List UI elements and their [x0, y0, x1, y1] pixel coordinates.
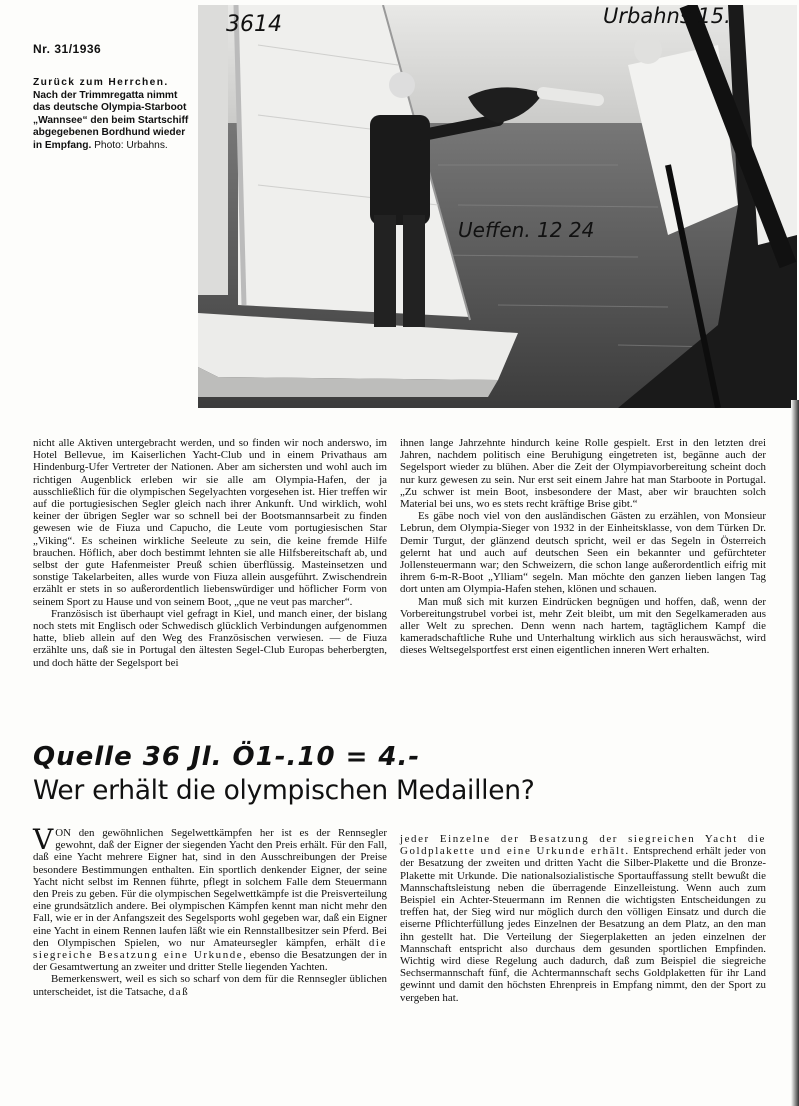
caption-body: Nach der Trimmregatta nimmt das deutsche Olympia-Starboot „Wannsee“ den beim Startschiff abgegebenen Bordhund wieder in Empfang. [33, 89, 189, 151]
paragraph: nicht alle Aktiven untergebracht werden, und so finden wir noch anderswo, im Hotel Bellevue, im Kaiserlichen Yacht-Club und in einem Privathaus am Hindenburg-Ufer Vertreter der Nationen. Aber am sichersten und wohl auch im richtigen Augenblick erleben wir sie alle am Olympia-Hafen, der ja ausschließlich für die olympischen Segelyachten vorgesehen ist. Hier treffen wir auf die portugiesischen Segler gleich nach ihrer Ankunft. Und wirklich, wohl keiner der übrigen Segler war so schnell bei der Bootsmannsarbeit zu finden gewesen wie de Fiuza und Capucho, die Leute vom portugiesischen Star „Viking“. Es scheinen wirkliche Seeleute zu sein, die keine fremde Hilfe brauchen. Höflich, aber doch bestimmt lehnten sie alle Hilfsbereitschaft ab, und selbst der gute Hafenmeister Preuß schien überflüssig. Masteinsetzen und sonstige Takelarbeiten, alles wurde von Fiuza allein ausgeführt. Zwischendrein erzählt er stets in so außerordentlich liebenswürdiger und höflicher Form von seinem Sport zu Hause und von seinem Boot, „que ne veut pas marcher“. [33, 437, 387, 608]
drop-cap: V [33, 823, 54, 856]
paragraph-text: Bemerkenswert, weil es sich so scharf von dem für die Rennsegler üblichen unterscheidet, ist die Tatsache, [33, 973, 387, 998]
paragraph-text: , ebenso die Besatzungen der in der Gesamtwertung an zweiter und dritter Stelle liegenden Yachten. [33, 949, 387, 974]
page-edge-shadow [791, 400, 799, 1106]
paragraph: Es gäbe noch viel von den ausländischen Gästen zu erzählen, von Monsieur Lebrun, dem Olympia-Sieger von 1932 in der Einheitsklasse, von dem Türken Dr. Demir Turgut, der glänzend deutsch spricht, weil er das Segeln in Österreich gelernt hat und auch auf deutschen Seen ein bekannter und gefürchteter Jollensteuermann war; den Schweizern, die schon lange außerordentlich eifrig mit ihrem 6-m-R-Boot „Ylliam“ segeln. Man möchte den ganzen lieben langen Tag dort unten am Olympia-Hafen stehen, klönen und schauen. [400, 510, 766, 596]
paragraph: Man muß sich mit kurzen Eindrücken begnügen und hoffen, daß, wenn der Vorbereitungstrubel vorbei ist, mehr Zeit bleibt, um mit den Segelkameraden aus aller Welt zu sprechen. Denn wenn nach hartem, tagtäglichem Kampf die kameradschaftliche Ruhe und Unterhaltung wirklich aus sich herauswächst, wird dieses Weltsegelsportfest erst einen eigentlichen inneren Wert erhalten. [400, 595, 766, 657]
caption-lead: Zurück zum Herrchen. [33, 77, 169, 88]
article-column-3 [33, 823, 387, 998]
emphasized-text: die siegreiche Besatzung eine Urkunde [33, 936, 387, 962]
paragraph: Französisch ist überhaupt viel gefragt in Kiel, und manch einer, der bislang noch stets mit Englisch oder Schwedisch glücklich Verbindungen aufgenommen hatte, blieb allein auf den Weg des Französischen verwiesen. — de Fiuza erzählte uns, daß sie in Portugal den ältesten Segel-Club Europas beherbergten, und doch hätte der Segelsport bei [33, 607, 387, 669]
paragraph-text: den gewöhnlichen Segelwettkämpfen her ist es der Rennsegler gewohnt, daß der Eigner der siegenden Yacht den Preis erhält. Für den Fall, daß eine Yacht mehrere Eigner hat, sind in den Ausschreibungen der Preise besondere Bestimmungen enthalten. Ein sportlich denkender Eigner, der seine Yacht nicht selbst im Rennen führte, pflegt in solchem Falle dem Steuermann den Preis zu geben. Für die olympischen Segelwettkämpfe ist die Preisverteilung eine grundsätzlich andere. Bei olympischen Kämpfen kennt man nicht mehr den Fall, wie er in der Anfangszeit des Segelsports wohl gegeben war, daß ein Eigner eine Yacht in einem Rennen laufen läßt wie ein Rennstallbesitzer sein Pferd. Bei den Olympischen Spielen, wo nur Amateursegler kämpfen, erhält [33, 827, 387, 949]
handwritten-annotation: Ueffen. 12 24 [458, 218, 595, 242]
section-headline: Wer erhält die olympischen Medaillen? [33, 775, 535, 806]
caption-credit: Photo: Urbahns. [94, 139, 168, 151]
sailing-photo [198, 5, 797, 408]
article-column-4 [400, 833, 766, 1004]
article-column-1 [33, 437, 387, 669]
paragraph [400, 833, 766, 1004]
handwritten-source-note: Quelle 36 Jl. Ö1-.10 = 4.- [33, 742, 421, 772]
paragraph-start: ON [55, 827, 71, 839]
issue-number: Nr. 31/1936 [33, 42, 102, 56]
emphasized-text: jeder Einzelne der Besatzung der siegreichen Yacht die Goldplakette und eine Urkunde erhält. [400, 833, 766, 858]
handwritten-photographer: Urbahns 15. [603, 4, 731, 28]
paragraph: ihnen lange Jahrzehnte hindurch keine Rolle gespielt. Erst in den letzten drei Jahren, nachdem politisch eine Beruhigung eingetreten ist, begänne auch der Segelsport wieder zu blühen. Aber die Zeit der Olympiavorbereitung scheint doch nur kurz gewesen zu sein. Nur erst seit einem Jahre hat man Starboote in Portugal. „Zu schwer ist mein Boot, insbesondere der Mast, aber wir brauchten solch Material bei uns, wo es stets recht kräftige Brise gibt.“ [400, 437, 766, 511]
paragraph [33, 823, 387, 974]
paragraph-text: Entsprechend erhält jeder von der Besatzung der zweiten und dritten Yacht die Silber-Plakette und die Bronze-Plakette mit Urkunde. Die nationalsozialistische Sportauffassung stellt bewußt die Mannschaftsleistung neben die überragende Einzelleistung. Wenn auch zum Beispiel ein Achter-Steuermann im Rennen die wichtigsten Entscheidungen zu treffen hat, der Sieg wird nur möglich durch den völligen Einsatz und durch die eiserne Pflichterfüllung jedes Einzelnen der Besatzung an dem Platz, an den man ihn gestellt hat. Die Verteilung der Siegerplaketten an jeden einzelnen der Mannschaft entspricht also durchaus dem gesunden sportlichen Empfinden. Wichtig wird diese Regelung auch dadurch, daß zum Beispiel die siegreiche Sechsermannschaft fünf, die Achtermannschaft sechs Goldplaketten für ihr Land gewinnt und damit den höchsten Ehrenpreis in Empfang nimmt, den der Sport zu vergeben hat. [400, 845, 766, 1004]
paragraph [33, 973, 387, 997]
photo-caption [33, 77, 193, 153]
sailing-photo-graphic [198, 5, 797, 408]
handwritten-number: 3614 [226, 12, 282, 37]
emphasized-text: daß [168, 985, 190, 998]
article-column-2 [400, 437, 766, 657]
